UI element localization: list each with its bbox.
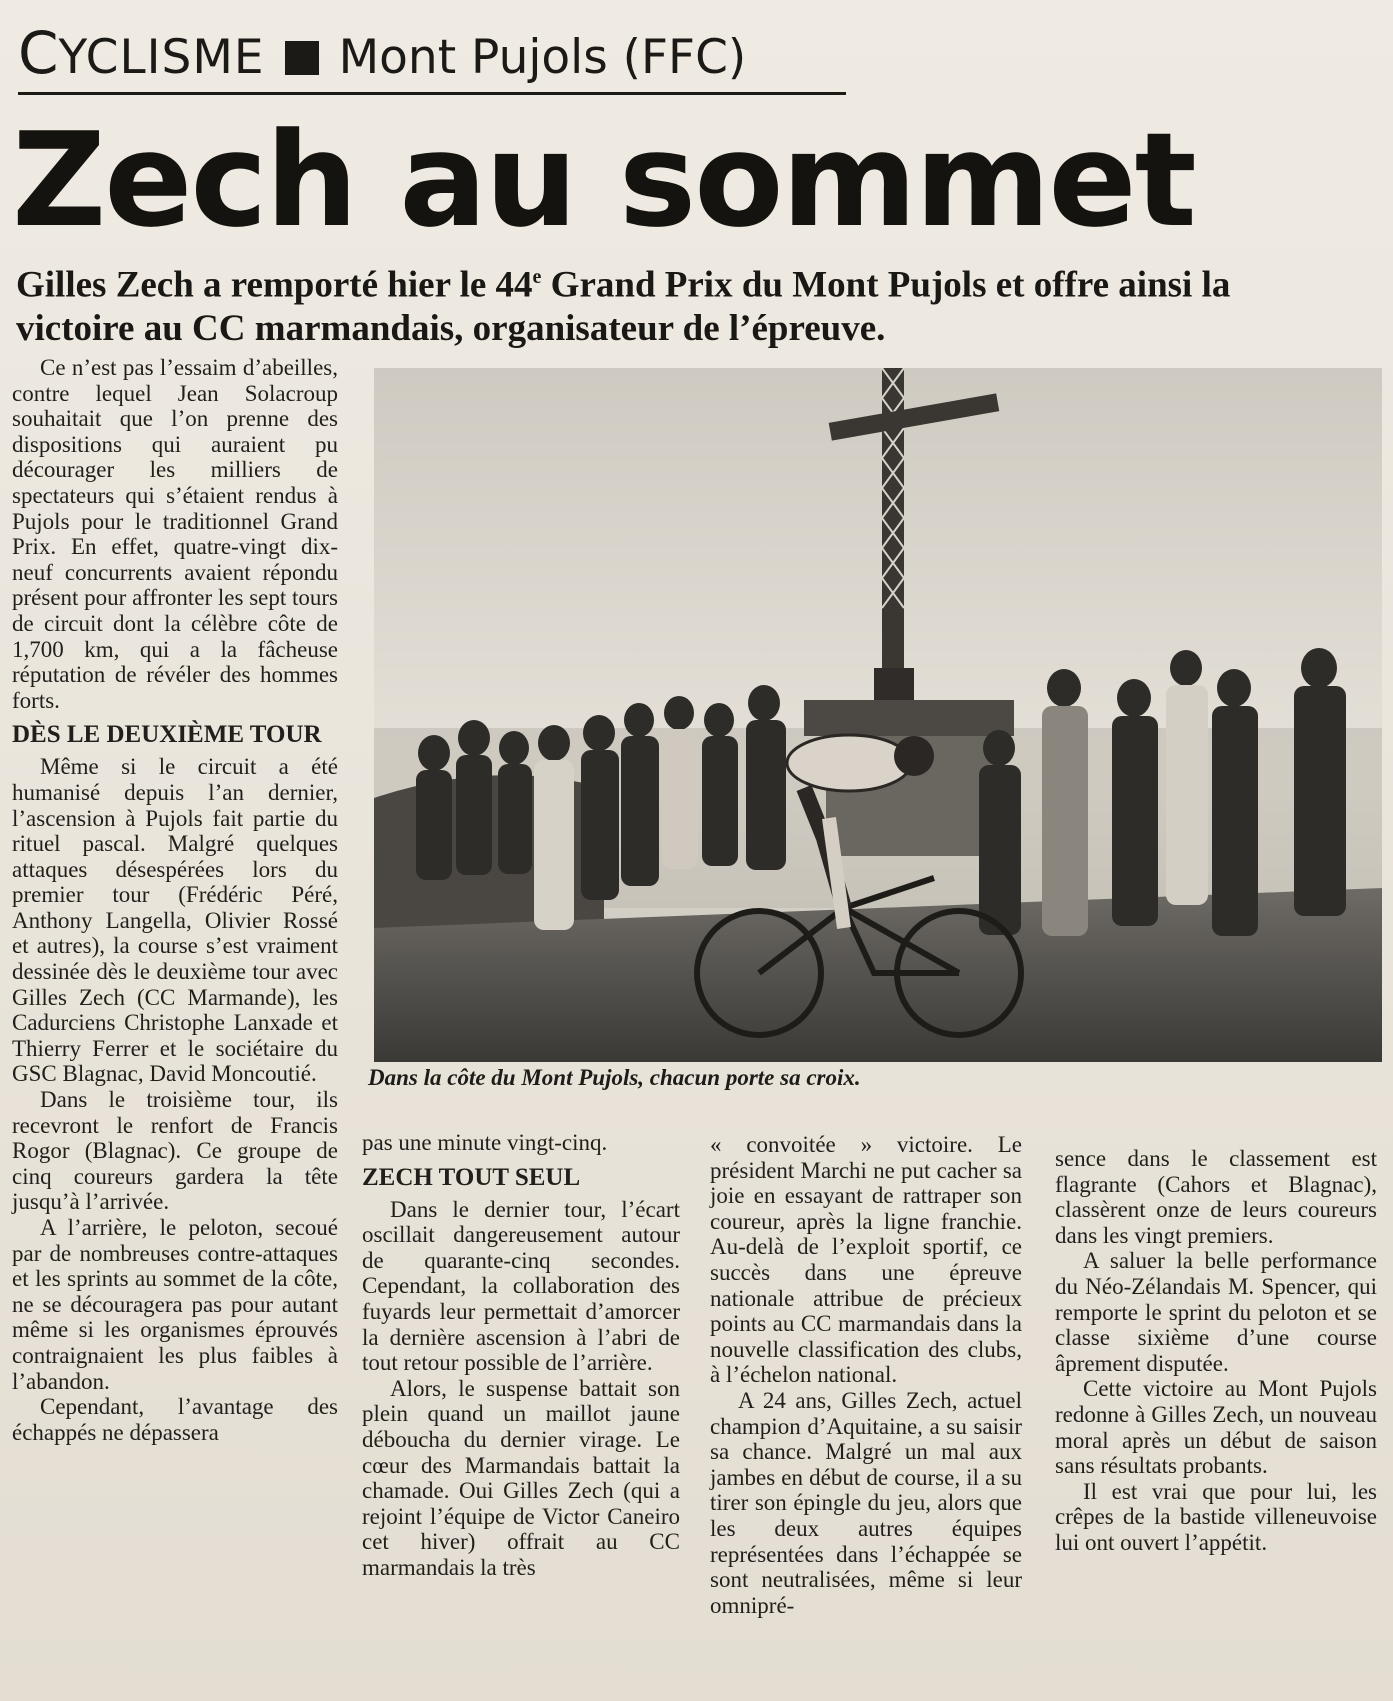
article-paragraph: A 24 ans, Gilles Zech, actuel champion d’Aquitaine, a su saisir sa chance. Malgré un mal aux jambes en début de course, il a su tirer son épingle du jeu, alors que les deux autres équipes représentées dans l’échappée se sont neutralisées, même si leur omnipré-: [710, 1387, 1022, 1618]
article-paragraph: A saluer la belle performance du Néo-Zélandais M. Spencer, qui remporte le sprint du peloton et se classe sixième d’une course âprement disputée.: [1055, 1248, 1377, 1376]
headline: Zech au sommet: [12, 104, 1195, 256]
deck-superscript: e: [532, 266, 542, 288]
section-rubric: [18, 14, 846, 95]
article-paragraph: Cette victoire au Mont Pujols redonne à Gilles Zech, un nouveau moral après un début de saison sans résultats probants.: [1055, 1376, 1377, 1479]
article-subheading: ZECH TOUT SEUL: [362, 1163, 581, 1191]
rubric-location: Mont Pujols (FFC): [338, 30, 747, 85]
article-column-2: [362, 1130, 680, 1690]
rubric-initial: C: [18, 19, 59, 87]
article-paragraph: Dans le troisième tour, ils recevront le renfort de Francis Rogor (Blagnac). Ce groupe de cinq coureurs gardera la tête jusqu’à l’arrivée.: [12, 1087, 338, 1215]
article-paragraph: Cependant, l’avantage des échappés ne dépassera: [12, 1394, 338, 1445]
article-paragraph: Il est vrai que pour lui, les crêpes de la bastide villeneuvoise lui ont ouvert l’appétit.: [1055, 1478, 1377, 1555]
article-paragraph: Ce n’est pas l’essaim d’abeilles, contre lequel Jean Solacroup souhaitait que l’on prenne des dispositions qui auraient pu décourager les milliers de spectateurs qui s’étaient rendus à Pujols pour le traditionnel Grand Prix. En effet, quatre-vingt dix-neuf concurrents avaient répondu présent pour affronter les sept tours de circuit dont la célèbre côte de 1,700 km, qui a la fâcheuse réputation de révéler des hommes forts.: [12, 355, 338, 713]
article-column-4: [1055, 1146, 1377, 1686]
article-paragraph: Même si le circuit a été humanisé depuis l’an dernier, l’ascension à Pujols fait partie du rituel pascal. Malgré quelques attaques désespérées lors du premier tour (Frédéric Péré, Anthony Langella, Olivier Rossé et autres), la course s’est vraiment dessinée dès le deuxième tour avec Gilles Zech (CC Marmande), les Cadurciens Christophe Lanxade et Thierry Ferrer et le sociétaire du GSC Blagnac, David Moncoutié.: [12, 754, 338, 1087]
article-paragraph: A l’arrière, le peloton, secoué par de nombreuses contre-attaques et les sprints au sommet de la côte, ne se découragera pas pour autant même si les organismes éprouvés contraignaient les plus faibles à l’abandon.: [12, 1215, 338, 1394]
article-paragraph: Alors, le suspense battait son plein quand un maillot jaune déboucha du dernier virage. Le cœur des Marmandais battait la chamade. Oui Gilles Zech (qui a rejoint l’équipe de Victor Caneiro cet hiver) offrait au CC marmandais la très: [362, 1375, 680, 1580]
article-subheading: DÈS LE DEUXIÈME TOUR: [12, 721, 322, 749]
race-photo: [374, 368, 1382, 1062]
deck: [16, 255, 1316, 351]
rubric-section: YCLISME: [58, 30, 265, 85]
square-bullet-icon: [285, 41, 319, 75]
article-paragraph: pas une minute vingt-cinq.: [362, 1130, 608, 1155]
article-paragraph: Dans le dernier tour, l’écart oscillait dangereusement autour de quarante-cinq secondes. Cependant, la collaboration des fuyards leur permettait d’amorcer la dernière ascension à l’abri de tout retour possible de l’arrière.: [362, 1196, 680, 1376]
article-paragraph: « convoitée » victoire. Le président Marchi ne put cacher sa joie en essayant de rattraper son coureur, après la ligne franchie. Au-delà de l’exploit sportif, ce succès dans une épreuve nationale attribue de précieux points au CC marmandais dans la nouvelle classification des clubs, à l’échelon national.: [710, 1132, 1022, 1388]
deck-text-end: Grand Prix du Mont Pujols et offre ainsi la victoire au CC marmandais, organisateur de l’épreuve.: [16, 264, 1231, 350]
article-paragraph: sence dans le classement est flagrante (Cahors et Blagnac), classèrent onze de leurs coureurs dans les vingt premiers.: [1055, 1146, 1377, 1248]
article-column-3: [710, 1132, 1022, 1692]
article-column-1: [12, 355, 338, 1685]
photo-caption: Dans la côte du Mont Pujols, chacun porte sa croix.: [368, 1065, 861, 1090]
deck-text-start: Gilles Zech a remporté hier le 44: [16, 264, 533, 306]
